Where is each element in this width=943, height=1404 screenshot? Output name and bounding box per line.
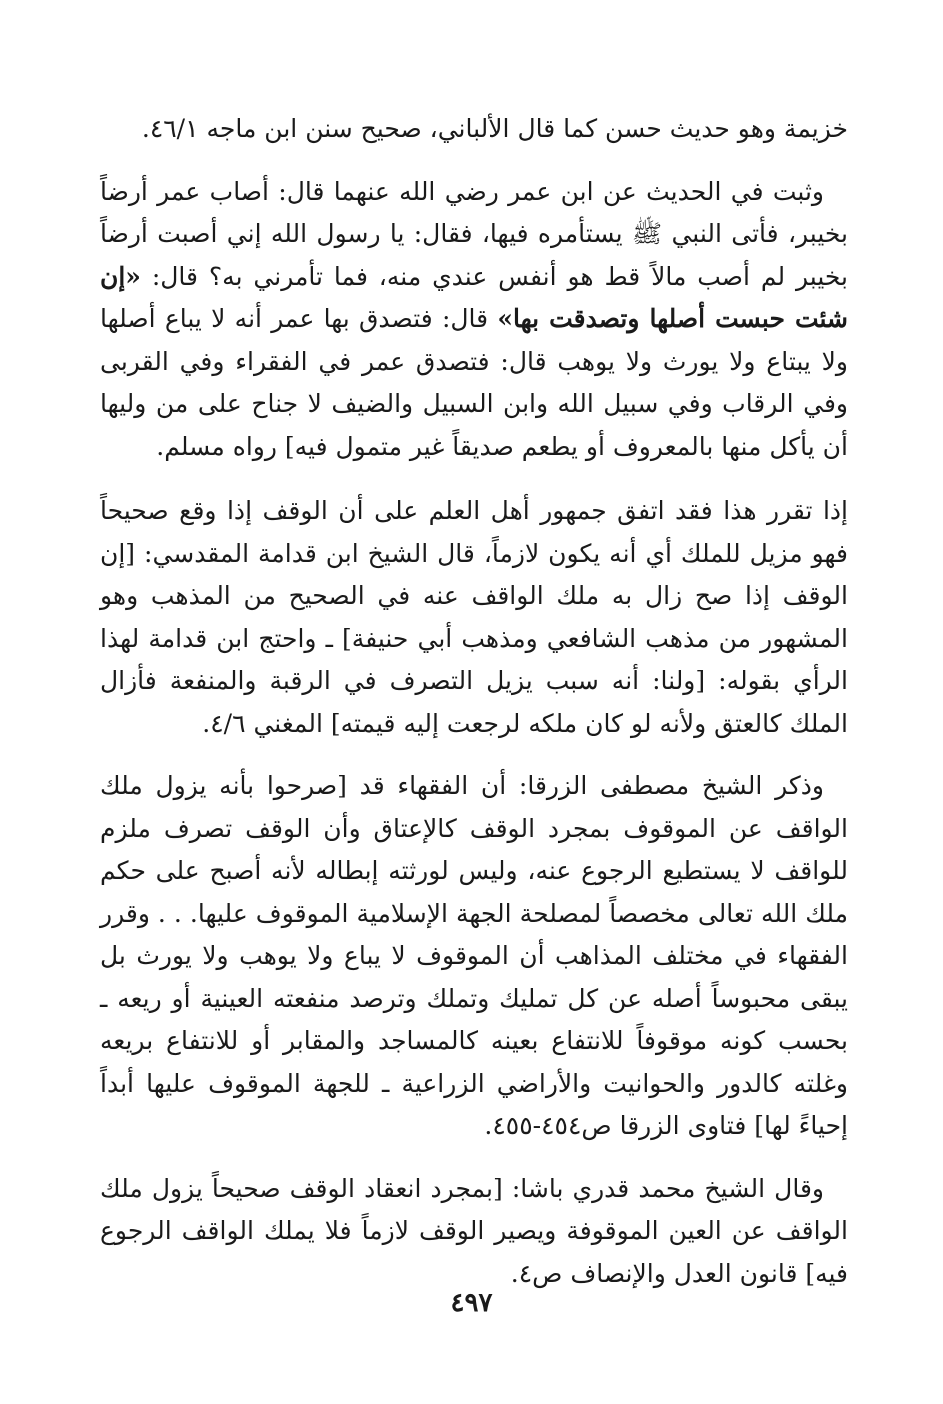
page-body xyxy=(100,108,848,1295)
paragraph-3: إذا تقرر هذا فقد اتفق جمهور أهل العلم على أن الوقف إذا وقع صحيحاً فهو مزيل للملك أي أنه يكون لازماً، قال الشيخ ابن قدامة المقدسي: [إن الوقف إذا صح زال به ملك الواقف عنه في الصحيح من المذهب وهو المشهور من مذهب الشافعي ومذهب أبي حنيفة] ـ واحتج ابن قدامة لهذا الرأي بقوله: [ولنا: أنه سبب يزيل التصرف في الرقبة والمنفعة فأزال الملك كالعتق ولأنه لو كان ملكه لرجعت إليه قيمته] المغني ٤/٦. xyxy=(100,496,848,738)
paragraph-5: وقال الشيخ محمد قدري باشا: [بمجرد انعقاد الوقف صحيحاً يزول ملك الواقف عن العين الموقوفة ويصير الوقف لازماً فلا يملك الواقف الرجوع فيه] قانون العدل والإنصاف ص٤. xyxy=(100,1173,848,1288)
page-number: ٤٩٧ xyxy=(450,1288,493,1318)
paragraph-2 xyxy=(100,171,848,469)
paragraph-1: خزيمة وهو حديث حسن كما قال الألباني، صحيح سنن ابن ماجه ٤٦/١. xyxy=(141,114,848,143)
paragraph-2-rest: قال: فتصدق بها عمر أنه لا يباع أصلها ولا يبتاع ولا يورث ولا يوهب قال: فتصدق عمر في الفقراء وفي القربى وفي الرقاب وفي سبيل الله وابن السبيل والضيف لا جناح على من وليها أن يأكل منها بالمعروف أو يطعم صديقاً غير متمول فيه] رواه مسلم. xyxy=(100,304,848,461)
hadith-quote: «إن شئت حبست أصلها وتصدقت بها» xyxy=(100,261,848,333)
paragraph-2-intro: وثبت في الحديث عن ابن عمر رضي الله عنهما قال: أصاب عمر أرضاً بخيبر، فأتى النبي ﷺ يستأمره فيها، فقال: يا رسول الله إني أصبت أرضاً بخيبر لم أصب مالاً قط هو أنفس عندي منه، فما تأمرني به؟ قال: xyxy=(100,176,848,291)
paragraph-4: وذكر الشيخ مصطفى الزرقا: أن الفقهاء قد [صرحوا بأنه يزول ملك الواقف عن الموقوف بمجرد الوقف كالإعتاق وأن الوقف تصرف ملزم للواقف لا يستطيع الرجوع عنه، وليس لورثته إبطاله لأنه أصبح على حكم ملك الله تعالى مخصصاً لمصلحة الجهة الإسلامية الموقوف عليها. . . وقرر الفقهاء في مختلف المذاهب أن الموقوف لا يباع ولا يوهب ولا يورث بل يبقى محبوساً أصله عن كل تمليك وتملك وترصد منفعته العينية أو ريعه ـ بحسب كونه موقوفاً للانتفاع بعينه كالمساجد والمقابر أو للانتفاع بريعه وغلته كالدور والحوانيت والأراضي الزراعية ـ للجهة الموقوف عليها أبداً إحياءً لها] فتاوى الزرقا ص٤٥٤-٤٥٥. xyxy=(100,771,848,1140)
